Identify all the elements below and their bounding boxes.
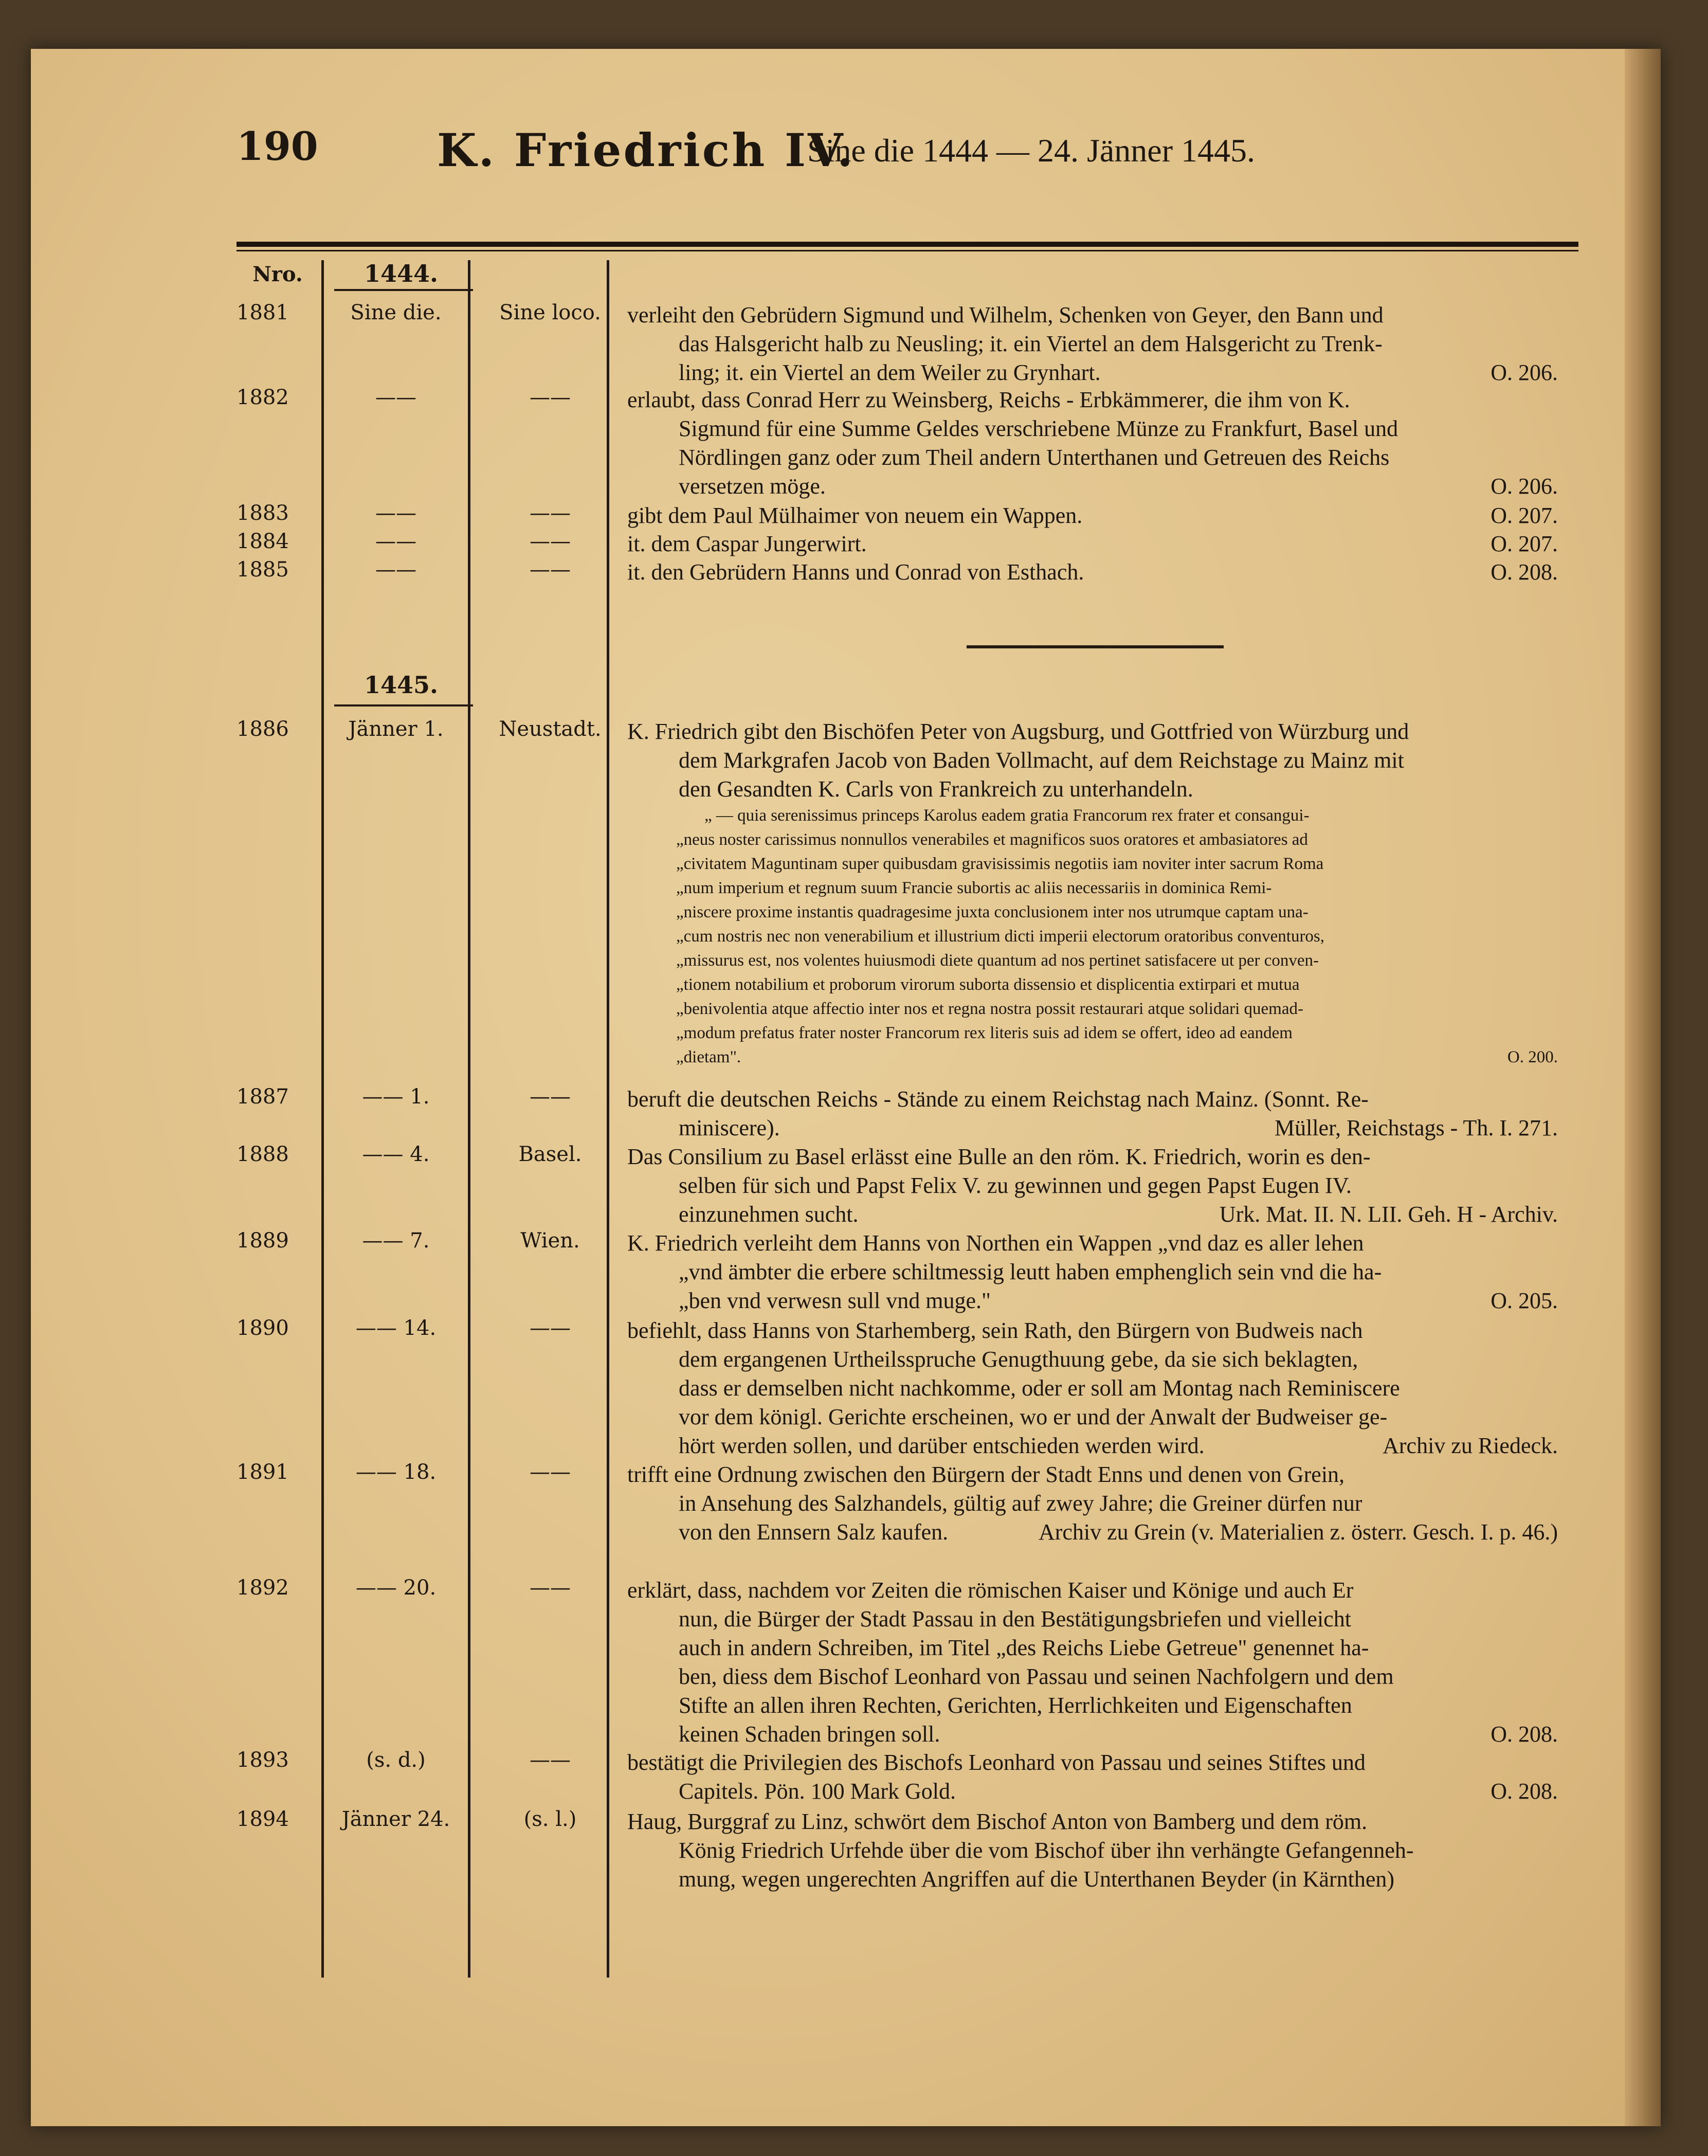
- entry-line: nun, die Bürger der Stadt Passau in den Bestätigungsbriefen und vielleicht: [679, 1606, 1351, 1632]
- page-title: K. Friedrich IV.: [437, 123, 855, 177]
- entry-place: ——: [530, 1460, 571, 1484]
- quote-line: „missurus est, nos volentes huiusmodi diete quantum ad nos pertinet satisfacere ut per conven-: [676, 951, 1319, 970]
- entry-reference: O. 207.: [1491, 531, 1558, 556]
- entry-reference: O. 208.: [1491, 1779, 1558, 1804]
- year-heading-1444: 1444.: [364, 260, 439, 287]
- entry-text: [627, 301, 1558, 387]
- quote-line: „tionem notabilium et proborum virorum suborta dissensio et displicentia extirpari et mutua: [676, 975, 1300, 994]
- entry-place: Neustadt.: [499, 717, 602, 741]
- entry-text: [627, 1576, 1558, 1749]
- entry-text: [627, 1460, 1558, 1547]
- entry-line: [627, 530, 1558, 558]
- entry-date: ——: [375, 558, 416, 582]
- entry-line: beruft die deutschen Reichs - Stände zu einem Reichstag nach Mainz. (Sonnt. Re-: [627, 1086, 1369, 1112]
- entry-line: [627, 558, 1558, 587]
- entry-number: 1890: [237, 1316, 289, 1340]
- entry-line: [627, 501, 1558, 530]
- entry-date: —— 7.: [362, 1229, 430, 1253]
- entry-line-text: „ben vnd verwesn sull vnd muge.": [679, 1288, 991, 1313]
- entry-line-text: von den Ennsern Salz kaufen.: [679, 1519, 949, 1545]
- entry-line: erklärt, dass, nachdem vor Zeiten die römischen Kaiser und Könige und auch Er: [627, 1578, 1354, 1603]
- entry-reference: O. 206.: [1491, 474, 1558, 499]
- page-date-range: Sine die 1444 — 24. Jänner 1445.: [807, 132, 1255, 169]
- entry-number: 1883: [237, 501, 289, 525]
- quote-line-text: „dietam".: [676, 1048, 741, 1066]
- entry-line: Haug, Burggraf zu Linz, schwört dem Bischof Anton von Bamberg und dem röm.: [627, 1809, 1368, 1834]
- header-rule-thin: [237, 250, 1578, 251]
- entry-line: [627, 1287, 1558, 1315]
- entry-number: 1885: [237, 558, 289, 582]
- entry-line: Stifte an allen ihren Rechten, Gerichten, Herrlichkeiten und Eigenschaften: [679, 1693, 1352, 1718]
- entry-line: Sigmund für eine Summe Geldes verschriebene Münze zu Frankfurt, Basel und: [679, 416, 1398, 441]
- entry-line-text: it. den Gebrüdern Hanns und Conrad von Esthach.: [627, 559, 1084, 585]
- entry-line: Das Consilium zu Basel erlässt eine Bulle an den röm. K. Friedrich, worin es den-: [627, 1144, 1371, 1169]
- entry-line-text: Capitels. Pön. 100 Mark Gold.: [679, 1779, 956, 1804]
- section-separator: [967, 645, 1224, 648]
- entry-line: [627, 1777, 1558, 1806]
- entry-line: befiehlt, dass Hanns von Starhemberg, sein Rath, den Bürgern von Budweis nach: [627, 1318, 1363, 1343]
- entry-number: 1889: [237, 1229, 289, 1253]
- quote-line: „cum nostris nec non venerabilium et illustrium dicti imperii electorum oratoribus conventuros,: [676, 927, 1325, 946]
- entry-place: ——: [530, 1748, 571, 1772]
- entry-number: 1882: [237, 386, 289, 409]
- quote-line: „modum prefatus frater noster Francorum rex literis suis ad idem se offert, ideo ad eandem: [676, 1024, 1293, 1042]
- page-number: 190: [237, 123, 318, 169]
- entry-reference: Urk. Mat. II. N. LII. Geh. H - Archiv.: [1219, 1202, 1558, 1227]
- entry-place: (s. l.): [523, 1807, 577, 1831]
- entry-line: erlaubt, dass Conrad Herr zu Weinsberg, Reichs - Erbkämmerer, die ihm von K.: [627, 387, 1350, 412]
- entry-text: [627, 558, 1558, 587]
- entry-line-text: keinen Schaden bringen soll.: [679, 1722, 940, 1747]
- entry-number: 1887: [237, 1085, 289, 1109]
- entry-number: 1886: [237, 717, 289, 741]
- entry-date: Jänner 24.: [341, 1807, 450, 1831]
- entry-date: ——: [375, 501, 416, 525]
- column-header-nr: Nro.: [252, 262, 303, 286]
- entry-line: [627, 1432, 1558, 1460]
- entry-reference: O. 206.: [1491, 360, 1558, 385]
- entry-line: Nördlingen ganz oder zum Theil andern Unterthanen und Getreuen des Reichs: [679, 445, 1390, 470]
- entry-line: dem ergangenen Urtheilsspruche Genugthuung gebe, da sie sich beklagten,: [679, 1347, 1358, 1372]
- entry-text: [627, 1748, 1558, 1806]
- entry-line: [627, 358, 1558, 387]
- entry-line: „vnd ämbter die erbere schiltmessig leutt haben emphenglich sein vnd die ha-: [679, 1259, 1382, 1284]
- entry-line-text: miniscere).: [679, 1115, 780, 1140]
- entry-line: verleiht den Gebrüdern Sigmund und Wilhelm, Schenken von Geyer, den Bann und: [627, 302, 1384, 328]
- entry-line: ben, diess dem Bischof Leonhard von Passau und seinen Nachfolgern und dem: [679, 1664, 1394, 1689]
- entry-text: [627, 386, 1558, 501]
- header-rule-thick: [237, 242, 1578, 247]
- entry-line: mung, wegen ungerechten Angriffen auf die Unterthanen Beyder (in Kärnthen): [679, 1867, 1395, 1892]
- column-divider-2: [468, 260, 470, 1978]
- entry-line: trifft eine Ordnung zwischen den Bürgern der Stadt Enns und denen von Grein,: [627, 1462, 1345, 1487]
- entry-place: ——: [530, 386, 571, 409]
- entry-line: [627, 1720, 1558, 1749]
- entry-text: [627, 530, 1558, 558]
- entry-line: das Halsgericht halb zu Neusling; it. ein Viertel an dem Halsgericht zu Trenk-: [679, 331, 1383, 356]
- entry-line: K. Friedrich gibt den Bischöfen Peter von Augsburg, und Gottfried von Würzburg und: [627, 719, 1409, 744]
- entry-line: dem Markgrafen Jacob von Baden Vollmacht, auf dem Reichstage zu Mainz mit: [679, 748, 1404, 773]
- entry-reference: Müller, Reichstags - Th. I. 271.: [1274, 1115, 1558, 1140]
- entry-line-text: ling; it. ein Viertel an dem Weiler zu Grynhart.: [679, 360, 1101, 385]
- entry-text: [627, 1807, 1558, 1894]
- quote-line: „niscere proxime instantis quadragesime juxta conclusionem inter nos utrumque captam una-: [676, 903, 1309, 921]
- quote-line: „ — quia serenissimus princeps Karolus eadem gratia Francorum rex frater et consangui-: [704, 806, 1310, 825]
- entry-reference: O. 200.: [1507, 1048, 1558, 1066]
- year-underline: [334, 289, 473, 291]
- entry-date: —— 18.: [355, 1460, 437, 1484]
- entry-line: [627, 1200, 1558, 1229]
- entry-line: [627, 472, 1558, 501]
- entry-number: 1884: [237, 530, 289, 553]
- year-heading-1445: 1445.: [364, 671, 439, 699]
- entry-line: den Gesandten K. Carls von Frankreich zu unterhandeln.: [679, 776, 1193, 802]
- entry-text: [627, 501, 1558, 530]
- entry-date: ——: [375, 530, 416, 553]
- quote-line: „benivolentia atque affectio inter nos et regna nostra possit restaurari atque solidari quemad-: [676, 1000, 1303, 1018]
- entry-place: ——: [530, 1085, 571, 1109]
- entry-place: Wien.: [520, 1229, 580, 1253]
- entry-date: —— 14.: [355, 1316, 437, 1340]
- entry-reference: O. 207.: [1491, 503, 1558, 528]
- entry-line-text: gibt dem Paul Mülhaimer von neuem ein Wappen.: [627, 503, 1083, 528]
- entry-place: ——: [530, 1316, 571, 1340]
- entry-number: 1881: [237, 301, 289, 324]
- entry-reference: Archiv zu Grein (v. Materialien z. österr. Gesch. I. p. 46.): [1038, 1519, 1558, 1545]
- entry-place: Basel.: [518, 1143, 582, 1166]
- entry-line-text: versetzen möge.: [679, 474, 826, 499]
- entry-line-text: einzunehmen sucht.: [679, 1202, 859, 1227]
- entry-reference: O. 208.: [1491, 559, 1558, 585]
- quote-line: „num imperium et regnum suum Francie subortis ac aliis necessariis in dominica Remi-: [676, 879, 1272, 897]
- entry-reference: O. 208.: [1491, 1722, 1558, 1747]
- entry-date: (s. d.): [366, 1748, 426, 1772]
- entry-line: K. Friedrich verleiht dem Hanns von Northen ein Wappen „vnd daz es aller lehen: [627, 1230, 1364, 1256]
- entry-text: [627, 1316, 1558, 1460]
- entry-line: auch in andern Schreiben, im Titel „des Reichs Liebe Getreue" genennet ha-: [679, 1635, 1369, 1660]
- entry-date: ——: [375, 386, 416, 409]
- entry-line: [627, 1114, 1558, 1143]
- entry-line: bestätigt die Privilegien des Bischofs Leonhard von Passau und seines Stiftes und: [627, 1750, 1366, 1775]
- entry-number: 1894: [237, 1807, 289, 1831]
- entry-place: Sine loco.: [499, 301, 601, 324]
- entry-reference: Archiv zu Riedeck.: [1383, 1433, 1558, 1458]
- entry-place: ——: [530, 558, 571, 582]
- quote-line: [627, 1045, 1558, 1070]
- entry-line: König Friedrich Urfehde über die vom Bischof über ihn verhängte Gefangenneh-: [679, 1838, 1414, 1863]
- page-gutter: [1625, 49, 1661, 2126]
- entry-text: [627, 717, 1558, 1070]
- entry-line: selben für sich und Papst Felix V. zu gewinnen und gegen Papst Eugen IV.: [679, 1173, 1352, 1198]
- entry-date: —— 1.: [362, 1085, 430, 1109]
- entry-line: vor dem königl. Gerichte erscheinen, wo er und der Anwalt der Budweiser ge-: [679, 1404, 1388, 1429]
- year-underline: [334, 704, 473, 706]
- entry-line: [627, 1518, 1558, 1547]
- quote-line: „neus noster carissimus nonnullos venerabiles et magnificos suos oratores et ambasiatores ad: [676, 830, 1308, 849]
- page-header: [237, 123, 1625, 221]
- entry-line: dass er demselben nicht nachkomme, oder er soll am Montag nach Reminiscere: [679, 1375, 1400, 1401]
- entry-line: in Ansehung des Salzhandels, gültig auf zwey Jahre; die Greiner dürfen nur: [679, 1491, 1362, 1516]
- entry-text: [627, 1143, 1558, 1229]
- entry-place: ——: [530, 1576, 571, 1600]
- entry-number: 1893: [237, 1748, 289, 1772]
- entry-date: Sine die.: [350, 301, 442, 324]
- entry-number: 1888: [237, 1143, 289, 1166]
- entry-text: [627, 1229, 1558, 1315]
- entry-number: 1891: [237, 1460, 289, 1484]
- entry-date: Jänner 1.: [348, 717, 444, 741]
- entry-date: —— 20.: [355, 1576, 437, 1600]
- quote-line: „civitatem Maguntinam super quibusdam gravisissimis negotiis iam noviter inter sacrum Roma: [676, 855, 1324, 873]
- entry-place: ——: [530, 530, 571, 553]
- entry-place: ——: [530, 501, 571, 525]
- entry-reference: O. 205.: [1491, 1288, 1558, 1313]
- entry-line-text: it. dem Caspar Jungerwirt.: [627, 531, 867, 556]
- entry-number: 1892: [237, 1576, 289, 1600]
- entry-date: —— 4.: [362, 1143, 430, 1166]
- entry-text: [627, 1085, 1558, 1143]
- entry-line-text: hört werden sollen, und darüber entschieden werden wird.: [679, 1433, 1205, 1458]
